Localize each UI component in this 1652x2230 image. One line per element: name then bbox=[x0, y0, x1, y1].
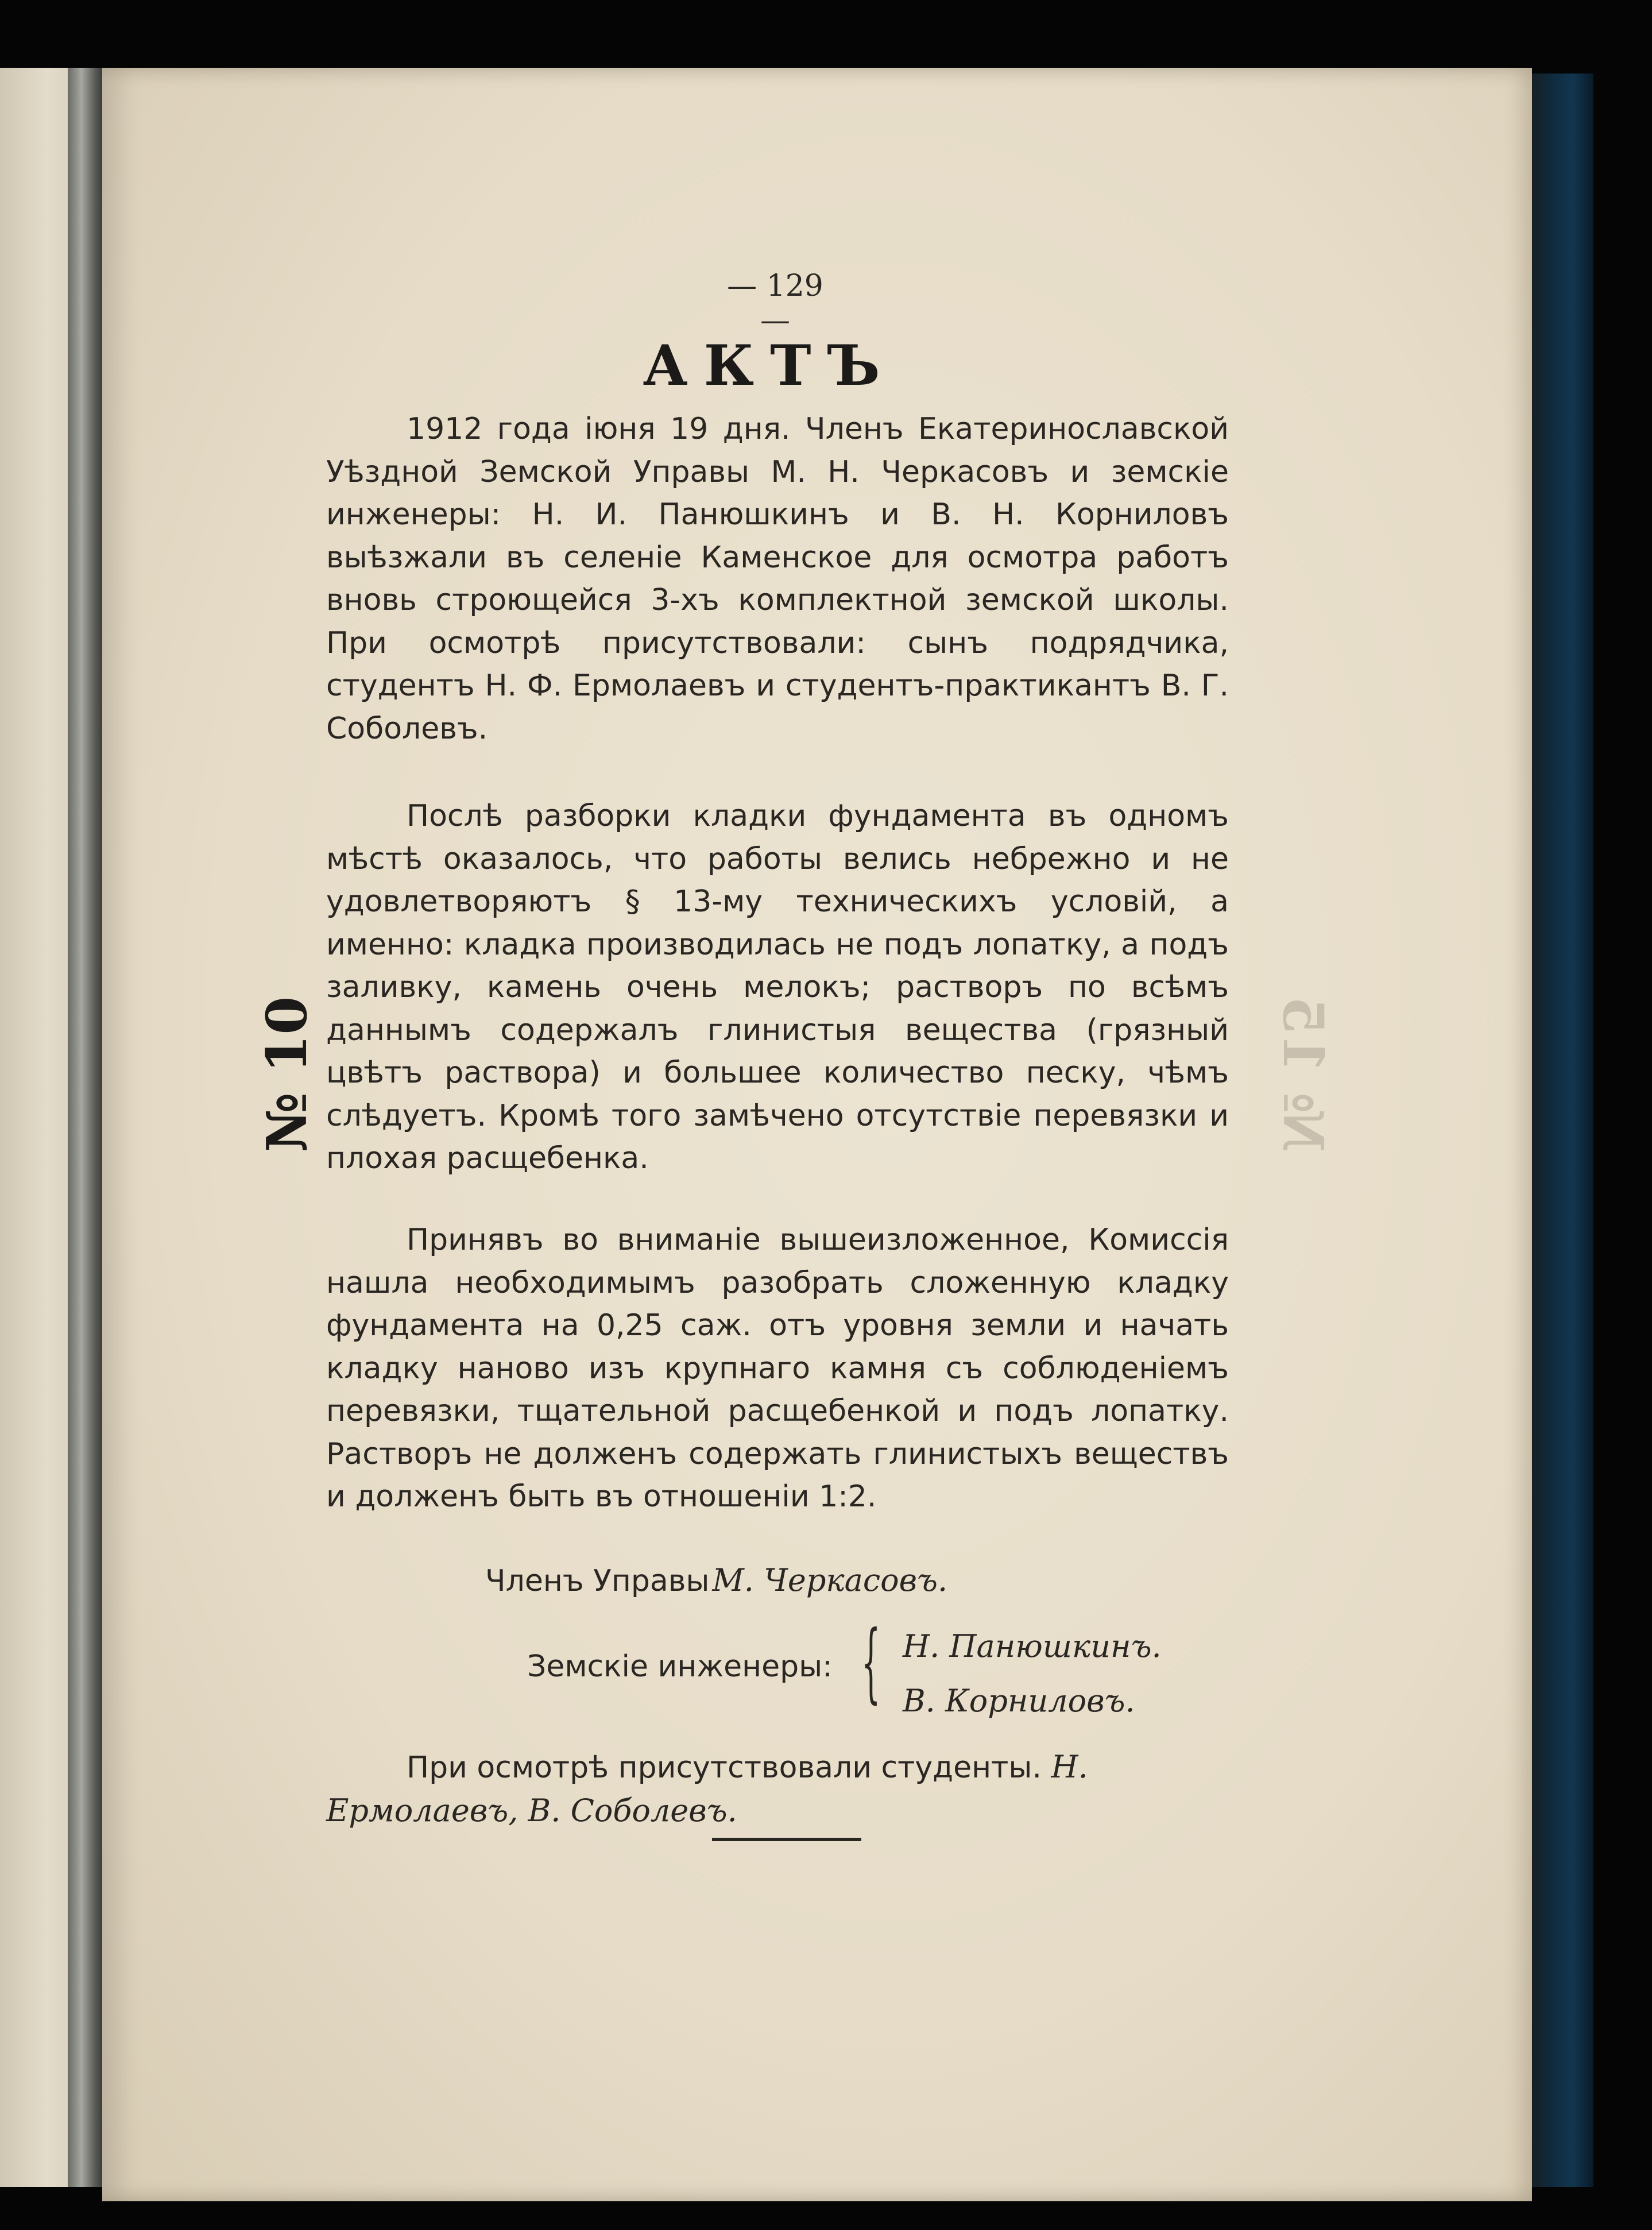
member-label: Членъ Управы bbox=[485, 1564, 710, 1598]
students-label: При осмотрѣ присутствовали студенты. bbox=[407, 1750, 1042, 1785]
closing-rule bbox=[712, 1838, 861, 1841]
engineer-1-signature: Н. Панюшкинъ. bbox=[903, 1628, 1162, 1664]
document-title: АКТЪ bbox=[643, 333, 896, 398]
students-signatures: Н. Ермолаевъ, В. Соболевъ. bbox=[326, 1749, 1088, 1829]
paragraph-1-text: 1912 года іюня 19 дня. Членъ Екатеринославской Уѣздной Земской Управы М. Н. Черкасовъ и земскіе инженеры: Н. И. Панюшкинъ и В. Н. Корниловъ выѣзжали въ селеніе Каменское для осмотра работъ вновь строющейся 3-хъ комплектной земской школы. При осмотрѣ присутствовали: сынъ подрядчика, студентъ Н. Ф. Ермолаевъ и студентъ-практикантъ В. Г. Соболевъ. bbox=[326, 412, 1229, 746]
brace-glyph: { bbox=[861, 1613, 881, 1713]
engineer-2-signature: В. Корниловъ. bbox=[903, 1683, 1135, 1719]
bleed-through-mark: № 15 bbox=[1271, 996, 1336, 1152]
engineers-label: Земскіе инженеры: bbox=[527, 1649, 833, 1684]
paragraph-2 bbox=[326, 795, 1229, 1180]
book-spine bbox=[68, 68, 107, 2187]
book-cover-edge bbox=[1525, 74, 1593, 2187]
students-line bbox=[326, 1746, 1229, 1833]
paragraph-3 bbox=[326, 1219, 1229, 1518]
paragraph-2-text: Послѣ разборки кладки фундамента въ одномъ мѣстѣ оказалось, что работы велись небрежно и не удовлетворяютъ § 13-му техническихъ условій, а именно: кладка производилась не подъ лопатку, а подъ заливку, камень очень мелокъ; растворъ по всѣмъ даннымъ содержалъ глинистыя вещества (грязный цвѣтъ раствора) и большее количество песку, чѣмъ слѣдуетъ. Кромѣ того замѣчено отсутствіе перевязки и плохая расщебенка. bbox=[326, 799, 1229, 1176]
page-number: — 129 — bbox=[727, 269, 823, 338]
member-signature: М. Черкасовъ. bbox=[712, 1562, 948, 1598]
side-number-text: № 10 bbox=[254, 996, 320, 1152]
paragraph-1 bbox=[326, 408, 1229, 750]
member-signature-line bbox=[485, 1562, 947, 1598]
side-document-number bbox=[247, 988, 327, 1160]
paragraph-3-text: Принявъ во вниманіе вышеизложенное, Комиссія нашла необходимымъ разобрать сложенную кладку фундамента на 0,25 саж. отъ уровня земли и начать кладку наново изъ крупнаго камня съ соблюденіемъ перевязки, тщательной расщебенкой и подъ лопатку. Растворъ не долженъ содержать глинистыхъ веществъ и долженъ быть въ отношеніи 1:2. bbox=[326, 1223, 1229, 1514]
